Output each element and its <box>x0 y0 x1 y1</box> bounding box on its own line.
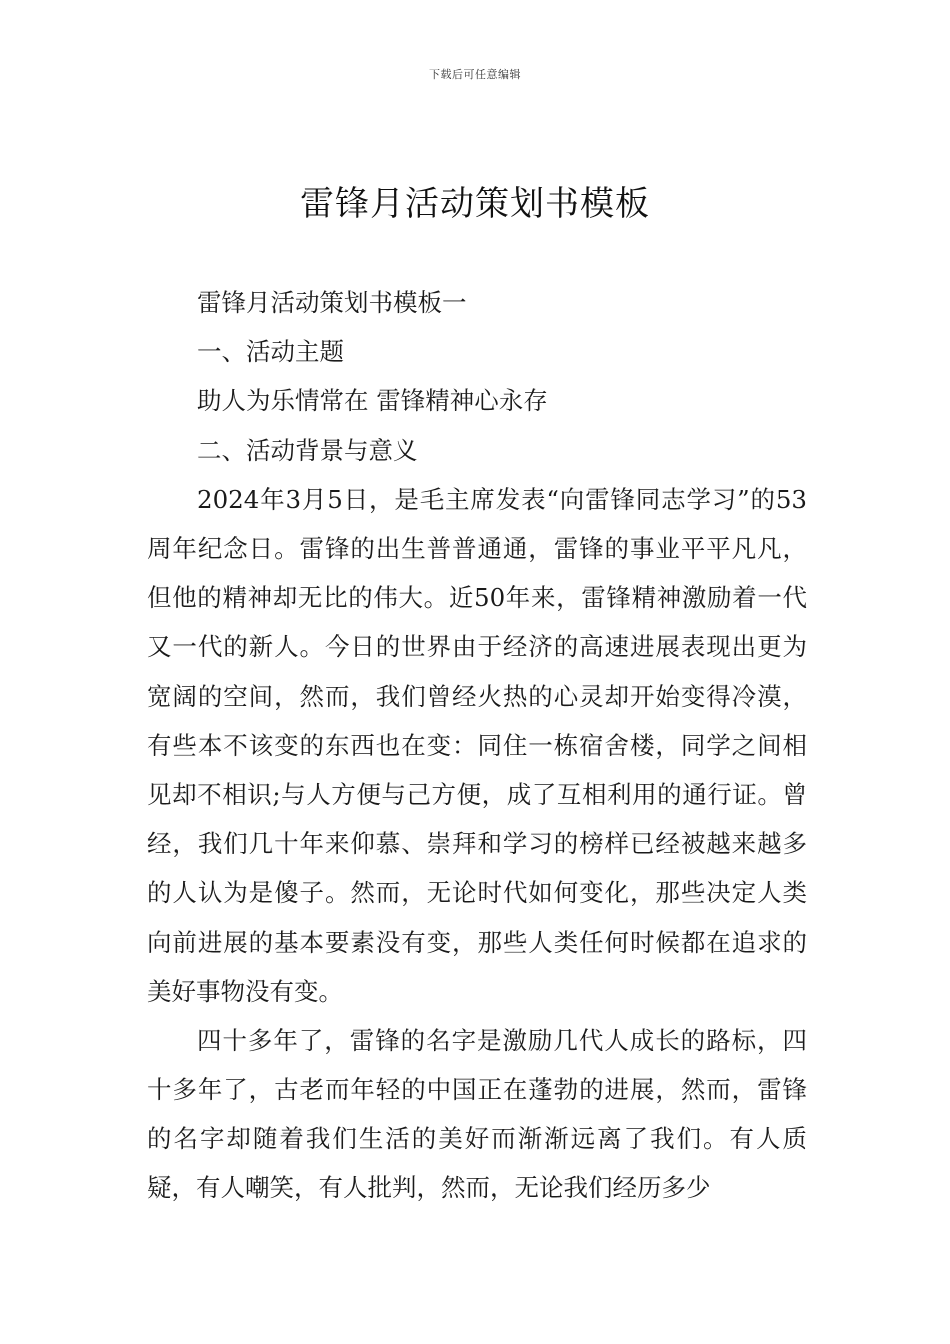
theme-text: 助人为乐情常在 雷锋精神心永存 <box>197 386 548 416</box>
paragraph-continuation: 四十多年了，雷锋的名字是激励几代人成长的路标，四十多年了，古老而年轻的中国正在蓬勃的进展，然而，雷锋的名字却随着我们生活的美好而渐渐远离了我们。有人质疑，有人嘲笑，有人批判，然而，无论我们经历多少 <box>147 1025 807 1203</box>
document-title: 雷锋月活动策划书模板 <box>300 184 650 224</box>
section-heading-background: 二、活动背景与意义 <box>197 435 418 465</box>
subtitle: 雷锋月活动策划书模板一 <box>197 288 467 317</box>
section-heading-theme: 一、活动主题 <box>197 337 344 367</box>
header-note: 下载后可任意编辑 <box>429 68 521 81</box>
paragraph-background: 2024年3月5日，是毛主席发表“向雷锋同志学习”的53周年纪念日。雷锋的出生普普通通，雷锋的事业平平凡凡，但他的精神却无比的伟大。近50年来，雷锋精神激励着一代又一代的新人。今日的世界由于经济的高速进展表现出更为宽阔的空间，然而，我们曾经火热的心灵却开始变得冷漠，有些本不该变的东西也在变：同住一栋宿舍楼，同学之间相见却不相识;与人方便与己方便，成了互相利用的通行证。曾经，我们几十年来仰慕、崇拜和学习的榜样已经被越来越多的人认为是傻子。然而，无论时代如何变化，那些决定人类向前进展的基本要素没有变，那些人类任何时候都在追求的美好事物没有变。 <box>147 484 807 1006</box>
document-body <box>147 278 807 1213</box>
